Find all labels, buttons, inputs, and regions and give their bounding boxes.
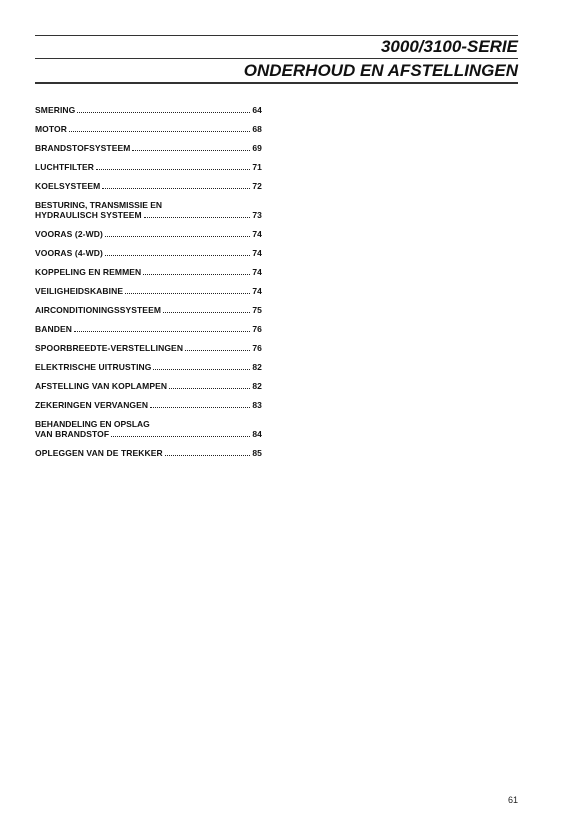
middle-rule — [35, 58, 518, 59]
toc-entry-page: 69 — [252, 143, 262, 153]
toc-dot-leader — [105, 235, 250, 237]
toc-entry-label: LUCHTFILTER — [35, 162, 95, 172]
toc-entry-label: ZEKERINGEN VERVANGEN — [35, 400, 149, 410]
toc-entry-label: KOPPELING EN REMMEN — [35, 267, 142, 277]
toc-dot-leader — [77, 111, 250, 113]
toc-entry[interactable] — [35, 229, 262, 239]
toc-entry[interactable] — [35, 362, 262, 372]
toc-entry-label: MOTOR — [35, 124, 67, 134]
toc-entry-label: VOORAS (4-WD) — [35, 248, 103, 258]
toc-dot-leader — [132, 149, 250, 151]
toc-entry-page: 68 — [252, 124, 262, 134]
toc-entry[interactable] — [35, 124, 262, 134]
toc-entry-label: VOORAS (2-WD) — [35, 229, 103, 239]
series-title: 3000/3100-SERIE — [380, 37, 518, 56]
toc-dot-leader — [185, 349, 250, 351]
toc-entry[interactable] — [35, 381, 262, 391]
toc-dot-leader — [150, 406, 250, 408]
toc-dot-leader — [111, 435, 250, 437]
toc-entry-label: SMERING — [35, 105, 76, 115]
toc-entry[interactable] — [35, 143, 262, 153]
toc-dot-leader — [69, 130, 250, 132]
section-title: ONDERHOUD EN AFSTELLINGEN — [243, 61, 518, 80]
toc-dot-leader — [74, 330, 250, 332]
toc-entry[interactable] — [35, 286, 262, 296]
toc-entry[interactable] — [35, 181, 262, 191]
toc-dot-leader — [165, 454, 251, 456]
toc-entry-page: 74 — [252, 267, 262, 277]
toc-entry-label: AFSTELLING VAN KOPLAMPEN — [35, 381, 168, 391]
toc-entry-label: OPLEGGEN VAN DE TREKKER — [35, 448, 163, 458]
toc-entry-page: 84 — [252, 429, 262, 439]
toc-entry-page: 76 — [252, 343, 262, 353]
toc-entry-page: 75 — [252, 305, 262, 315]
toc-entry[interactable] — [35, 324, 262, 334]
toc-dot-leader — [96, 168, 250, 170]
toc-dot-leader — [143, 273, 250, 275]
toc-entry[interactable] — [35, 343, 262, 353]
toc-entry-page: 74 — [252, 229, 262, 239]
toc-dot-leader — [153, 368, 250, 370]
bottom-rule — [35, 82, 518, 84]
toc-entry-page: 83 — [252, 400, 262, 410]
toc-entry-label: AIRCONDITIONINGSSYSTEEM — [35, 305, 162, 315]
toc-dot-leader — [105, 254, 250, 256]
toc-entry-label: VEILIGHEIDSKABINE — [35, 286, 124, 296]
toc-entry-label: SPOORBREEDTE-VERSTELLINGEN — [35, 343, 184, 353]
toc-entry-page: 74 — [252, 286, 262, 296]
toc-dot-leader — [163, 311, 250, 313]
toc-dot-leader — [169, 387, 250, 389]
toc-entry[interactable] — [35, 448, 262, 458]
toc-entry[interactable] — [35, 105, 262, 115]
toc-entry-label: VAN BRANDSTOF — [35, 429, 110, 439]
toc-entry-page: 74 — [252, 248, 262, 258]
toc-dot-leader — [102, 187, 250, 189]
toc-entry[interactable] — [35, 200, 262, 220]
table-of-contents — [35, 105, 262, 458]
toc-entry[interactable] — [35, 162, 262, 172]
toc-entry-page: 73 — [252, 210, 262, 220]
toc-entry-page: 82 — [252, 381, 262, 391]
toc-entry[interactable] — [35, 248, 262, 258]
toc-entry[interactable] — [35, 305, 262, 315]
toc-entry-label: BRANDSTOFSYSTEEM — [35, 143, 131, 153]
toc-entry-page: 76 — [252, 324, 262, 334]
toc-entry-label-line1: BEHANDELING EN OPSLAG — [35, 419, 150, 429]
toc-entry-page: 64 — [252, 105, 262, 115]
toc-entry-label: HYDRAULISCH SYSTEEM — [35, 210, 142, 220]
toc-entry[interactable] — [35, 267, 262, 277]
top-rule — [35, 35, 518, 36]
page-number: 61 — [507, 795, 518, 805]
toc-entry-label: BANDEN — [35, 324, 72, 334]
toc-entry-label-line1: BESTURING, TRANSMISSIE EN — [35, 200, 163, 210]
toc-entry-page: 82 — [252, 362, 262, 372]
toc-entry-label: KOELSYSTEEM — [35, 181, 101, 191]
toc-dot-leader — [125, 292, 250, 294]
toc-entry[interactable] — [35, 400, 262, 410]
toc-entry-page: 85 — [252, 448, 262, 458]
toc-entry-page: 72 — [252, 181, 262, 191]
toc-entry[interactable] — [35, 419, 262, 439]
toc-dot-leader — [144, 216, 251, 218]
toc-entry-page: 71 — [252, 162, 262, 172]
toc-entry-label: ELEKTRISCHE UITRUSTING — [35, 362, 152, 372]
